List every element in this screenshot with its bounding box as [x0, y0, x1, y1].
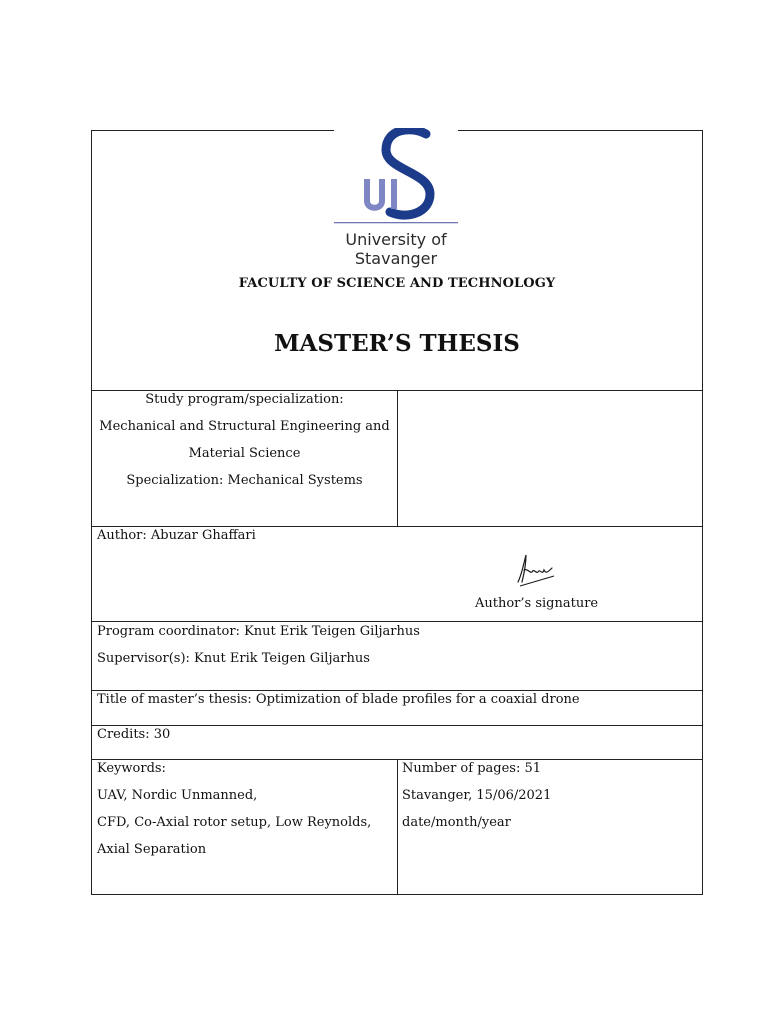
column-divider	[397, 390, 398, 526]
keywords-line-3: Axial Separation	[97, 842, 207, 857]
column-divider	[397, 759, 398, 894]
study-program-label: Study program/specialization:	[145, 392, 344, 407]
thesis-title: Title of master’s thesis: Optimization of blade profiles for a coaxial drone	[97, 692, 580, 707]
signature-caption: Author’s signature	[475, 596, 599, 611]
number-of-pages: Number of pages: 51	[402, 761, 542, 776]
supervisor: Supervisor(s): Knut Erik Teigen Giljarhus	[97, 651, 370, 666]
program-line-1: Mechanical and Structural Engineering and	[99, 419, 390, 434]
university-logo	[334, 128, 458, 268]
place-date: Stavanger, 15/06/2021	[402, 788, 552, 803]
keywords-line-2: CFD, Co-Axial rotor setup, Low Reynolds,	[97, 815, 372, 830]
uis-logo-icon	[334, 128, 458, 228]
logo-line-2: Stavanger	[354, 249, 438, 268]
study-program-cell	[92, 386, 397, 494]
program-coordinator: Program coordinator: Knut Erik Teigen Giljarhus	[97, 624, 420, 639]
date-format: date/month/year	[402, 815, 511, 830]
signature-icon	[514, 552, 558, 590]
keywords-label: Keywords:	[97, 761, 166, 776]
program-line-2: Material Science	[188, 446, 301, 461]
specialization: Specialization: Mechanical Systems	[126, 473, 363, 488]
logo-line-1: University of	[345, 230, 447, 249]
credits: Credits: 30	[97, 727, 171, 742]
divider	[91, 725, 703, 726]
faculty-name: FACULTY OF SCIENCE AND TECHNOLOGY	[238, 276, 556, 291]
author-name: Author: Abuzar Ghaffari	[97, 528, 256, 543]
signature	[514, 552, 558, 594]
keywords-line-1: UAV, Nordic Unmanned,	[97, 788, 258, 803]
page-title: MASTER’S THESIS	[274, 330, 520, 357]
